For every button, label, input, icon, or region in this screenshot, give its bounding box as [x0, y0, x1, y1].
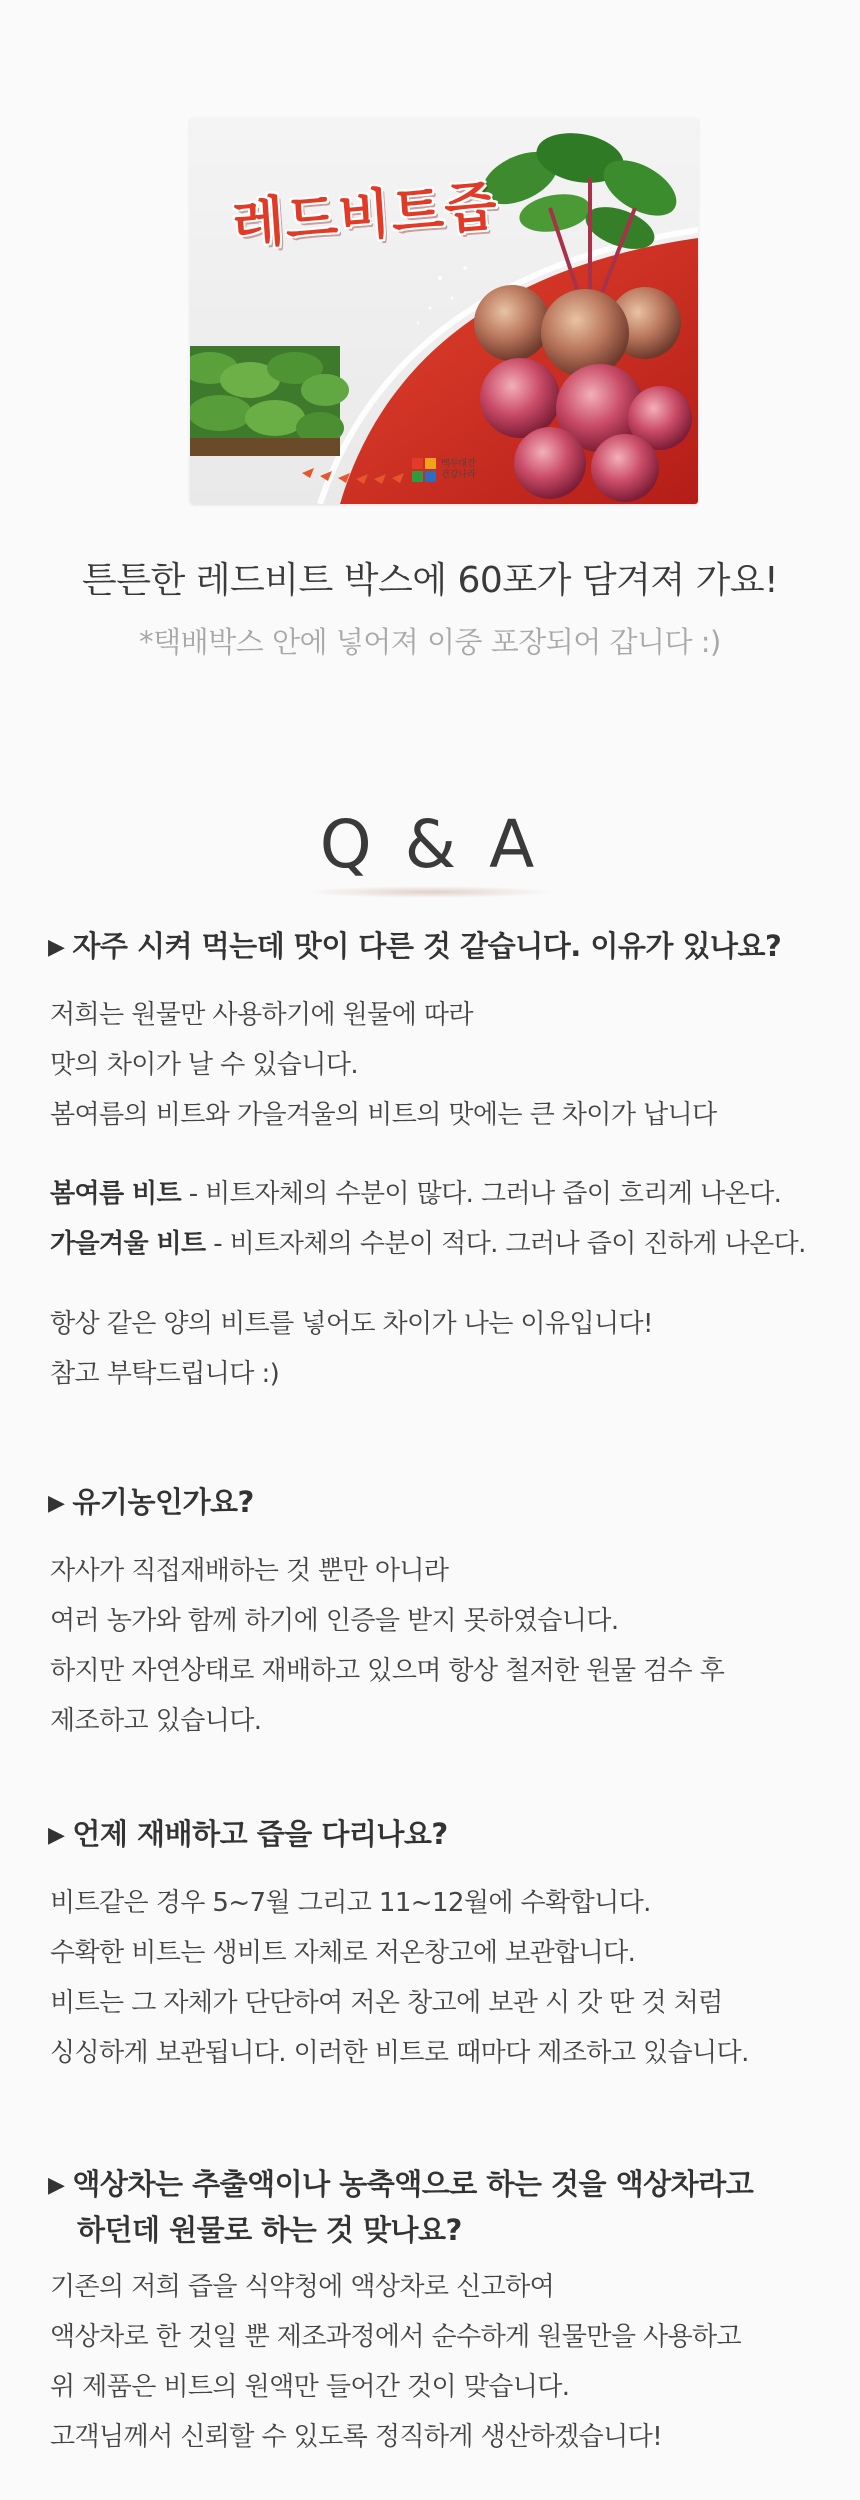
caption-main: 튼튼한 레드비트 박스에 60포가 담겨져 가요! — [81, 560, 779, 601]
brand-line-2: 건강나라 — [441, 470, 476, 480]
faq-question-1: ▶ 자주 시켜 먹는데 맛이 다른 것 같습니다. 이유가 있나요? — [48, 924, 781, 970]
product-box-image — [190, 118, 698, 504]
detail-autumn-winter: 가을겨울 비트 - 비트자체의 수분이 적다. 그러나 즙이 진하게 나온다. — [50, 1229, 806, 1259]
triangle-bullet-icon: ▶ — [48, 1491, 65, 1516]
qa-title-underline — [305, 886, 555, 898]
faq-answer-1-closing: 항상 같은 양의 비트를 넣어도 차이가 나는 이유입니다! 참고 부탁드립니다 :) — [50, 1309, 653, 1389]
faq-question-4: ▶ 액상차는 추출액이나 농축액으로 하는 것을 액상차라고 하던데 원물로 하는 것 맞나요? — [48, 2162, 753, 2252]
brand-line-1: 백두대간 — [441, 459, 476, 469]
triangle-bullet-icon: ▶ — [48, 935, 65, 960]
box-title: 레드비트즙 — [230, 174, 500, 256]
greens-photo — [190, 346, 349, 456]
faq-answer-2: 자사가 직접재배하는 것 뿐만 아니라 여러 농가와 함께 하기에 인증을 받지 못하였습니다. 하지만 자연상태로 재배하고 있으며 항상 철저한 원물 검수 후 제조하고 있습니다. — [50, 1556, 725, 1736]
brand-logo — [412, 458, 436, 482]
detail-spring-summer: 봄여름 비트 - 비트자체의 수분이 많다. 그러나 즙이 흐리게 나온다. — [50, 1179, 782, 1209]
faq-answer-4: 기존의 저희 즙을 식약청에 액상차로 신고하여 액상차로 한 것일 뿐 제조과정에서 순수하게 원물만을 사용하고 위 제품은 비트의 원액만 들어간 것이 맞습니다. 고객님께서 신뢰할 수 있도록 정직하게 생산하겠습니다! — [50, 2272, 742, 2452]
faq-answer-3: 비트같은 경우 5~7월 그리고 11~12월에 수확합니다. 수확한 비트는 생비트 자체로 저온창고에 보관합니다. 비트는 그 자체가 단단하여 저온 창고에 보관 시 갓 딴 것 처럼 싱싱하게 보관됩니다. 이러한 비트로 때마다 제조하고 있습니다. — [50, 1888, 749, 2068]
faq-answer-1-details — [50, 1169, 806, 1269]
triangle-bullet-icon: ▶ — [48, 1823, 65, 1848]
faq-answer-1: 저희는 원물만 사용하기에 원물에 따라 맛의 차이가 날 수 있습니다. 봄여름의 비트와 가을겨울의 비트의 맛에는 큰 차이가 납니다 — [50, 1000, 717, 1130]
brand-mark — [412, 458, 476, 482]
triangle-bullet-icon: ▶ — [48, 2173, 65, 2198]
faq-question-2: ▶ 유기농인가요? — [48, 1480, 254, 1526]
faq-question-3: ▶ 언제 재배하고 즙을 다리나요? — [48, 1812, 448, 1858]
caption-sub: *택배박스 안에 넣어져 이중 포장되어 갑니다 :) — [139, 625, 721, 659]
qa-title: Q & A — [319, 806, 541, 883]
